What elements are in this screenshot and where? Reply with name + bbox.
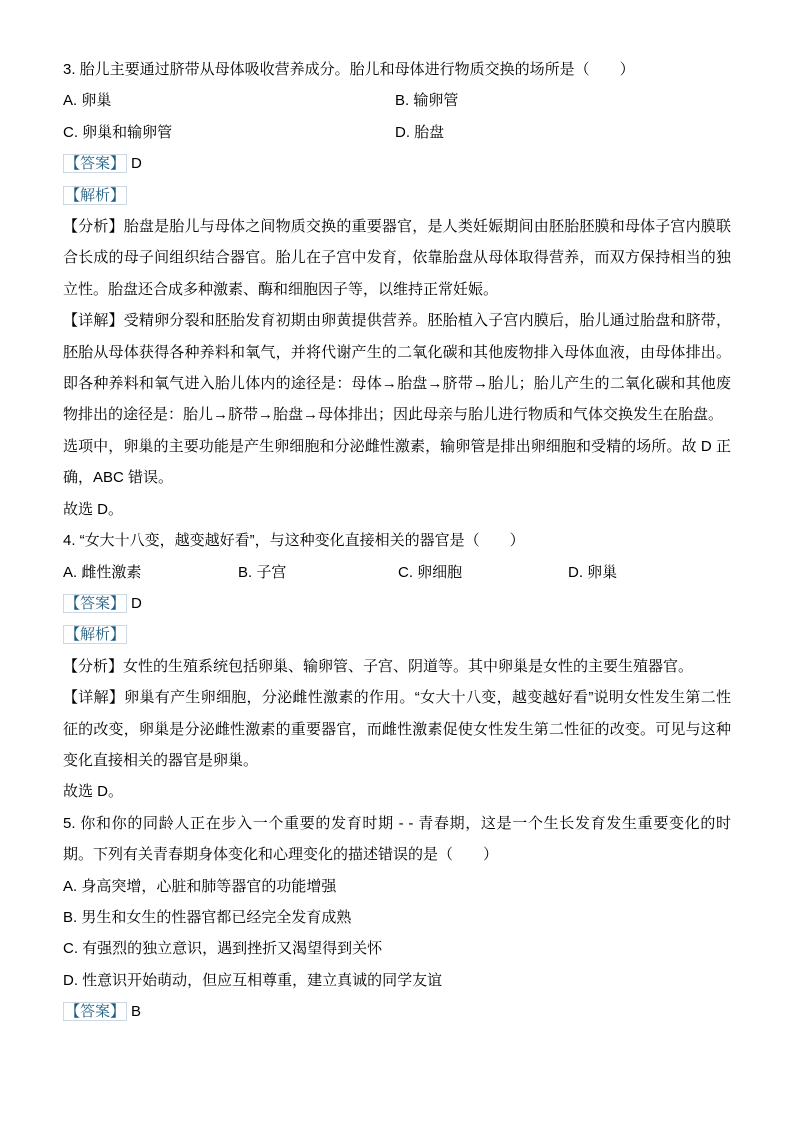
option-c: C. 卵巢和输卵管	[63, 123, 173, 141]
answer-value: B	[131, 1003, 142, 1021]
option-b: B. 输卵管	[395, 92, 459, 110]
option-b: B. 子宫	[238, 563, 287, 581]
answer-line	[63, 588, 731, 619]
analysis-header	[63, 619, 731, 650]
detail-paragraph: 【详解】卵巢有产生卵细胞，分泌雌性激素的作用。“女大十八变，越变越好看”说明女性发生第二性征的改变，卵巢是分泌雌性激素的重要器官，而雌性激素促使女性发生第二性征的改变。可见与这种变化直接相关的器官是卵巢。	[63, 689, 731, 769]
answer-label: 【答案】	[65, 594, 126, 612]
question-5	[63, 808, 731, 1028]
analysis-header	[63, 180, 731, 211]
question-stem: 4. “女大十八变，越变越好看”，与这种变化直接相关的器官是（ ）	[63, 532, 525, 550]
answer-label: 【答案】	[65, 1003, 126, 1021]
analysis-paragraph: 【分析】女性的生殖系统包括卵巢、输卵管、子宫、阴道等。其中卵巢是女性的主要生殖器官。	[63, 657, 694, 675]
option-review-paragraph: 选项中，卵巢的主要功能是产生卵细胞和分泌雌性激素，输卵管是排出卵细胞和受精的场所。故 D 正确，ABC 错误。	[63, 437, 731, 487]
analysis-label: 【解析】	[65, 626, 126, 644]
option-c: C. 卵细胞	[398, 563, 463, 581]
options-grid	[63, 557, 731, 588]
analysis-paragraph: 【分析】胎盘是胎儿与母体之间物质交换的重要器官，是人类妊娠期间由胚胎胚膜和母体子宫内膜联合长成的母子间组织结合器官。胎儿在子宫中发育，依靠胎盘从母体取得营养，而双方保持相当的独立性。胎盘还合成多种激素、酶和细胞因子等，以维持正常妊娠。	[63, 218, 731, 298]
analysis-label: 【解析】	[65, 186, 126, 204]
answer-line	[63, 148, 731, 179]
option-d: D. 胎盘	[395, 123, 445, 141]
question-stem: 3. 胎儿主要通过脐带从母体吸收营养成分。胎儿和母体进行物质交换的场所是（ ）	[63, 61, 635, 78]
conclusion-line: 故选 D。	[63, 783, 124, 801]
answer-label: 【答案】	[65, 155, 126, 173]
option-c: C. 有强烈的独立意识，遇到挫折又渴望得到关怀	[63, 940, 383, 958]
detail-paragraph: 【详解】受精卵分裂和胚胎发育初期由卵黄提供营养。胚胎植入子宫内膜后，胎儿通过胎盘和脐带，胚胎从母体获得各种养料和氧气，并将代谢产生的二氧化碳和其他废物排入母体血液，由母体排出。即各种养料和氧气进入胎儿体内的途径是：母体→胎盘→脐带→胎儿；胎儿产生的二氧化碳和其他废物排出的途径是：胎儿→脐带→胎盘→母体排出；因此母亲与胎儿进行物质和气体交换发生在胎盘。	[63, 312, 731, 424]
option-a: A. 卵巢	[63, 92, 112, 110]
option-b: B. 男生和女生的性器官都已经完全发育成熟	[63, 908, 352, 926]
question-4	[63, 525, 731, 808]
question-3	[63, 54, 731, 525]
options-grid	[63, 85, 731, 148]
option-d: D. 性意识开始萌动，但应互相尊重，建立真诚的同学友谊	[63, 971, 443, 989]
answer-line	[63, 996, 731, 1027]
answer-value: D	[131, 155, 142, 173]
option-d: D. 卵巢	[568, 563, 618, 581]
question-stem: 5. 你和你的同龄人正在步入一个重要的发育时期 - - 青春期，这是一个生长发育发生重要变化的时期。下列有关青春期身体变化和心理变化的描述错误的是（ ）	[63, 814, 731, 864]
option-a: A. 雌性激素	[63, 563, 142, 581]
option-a: A. 身高突增，心脏和肺等器官的功能增强	[63, 877, 337, 895]
answer-value: D	[131, 594, 142, 612]
conclusion-line: 故选 D。	[63, 500, 124, 518]
